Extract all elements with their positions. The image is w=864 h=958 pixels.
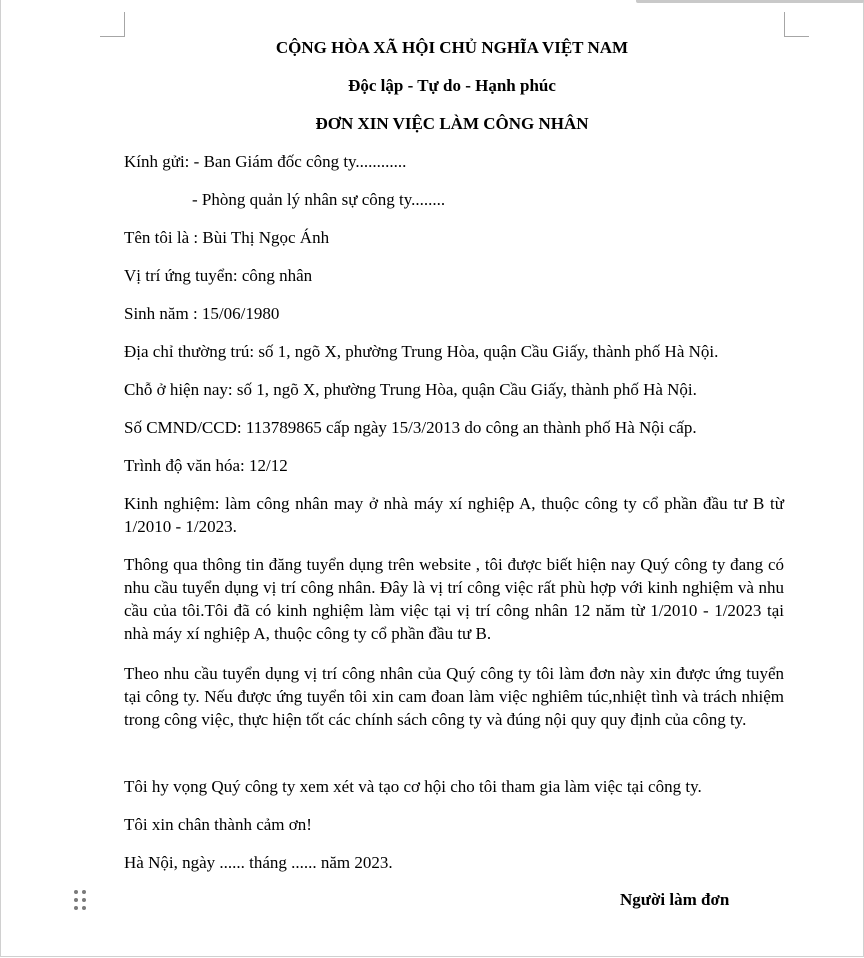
place-date-line: Hà Nội, ngày ...... tháng ...... năm 2023. — [124, 853, 393, 872]
commitment-paragraph: Theo nhu cầu tuyển dụng vị trí công nhân của Quý công ty tôi làm đơn này xin được ứng tuyển tại công ty. Nếu được ứng tuyển tôi xin cam đoan làm việc nghiêm túc,nhiệt tình và trách nhiệm trong công việc, thực hiện tốt các chính sách công ty và đúng nội quy quy định của công ty. — [124, 664, 784, 729]
window-scroll-strip — [636, 0, 864, 3]
applied-position: Vị trí ứng tuyển: công nhân — [124, 266, 313, 285]
education-level: Trình độ văn hóa: 12/12 — [124, 456, 288, 475]
national-heading: CỘNG HÒA XÃ HỘI CHỦ NGHĨA VIỆT NAM — [275, 38, 629, 57]
id-card-info: Số CMND/CCD: 113789865 cấp ngày 15/3/2013 do công an thành phố Hà Nội cấp. — [124, 418, 697, 437]
signer-label: Người làm đơn — [620, 890, 730, 909]
permanent-address: Địa chỉ thường trú: số 1, ngõ X, phường Trung Hòa, quận Cầu Giấy, thành phố Hà Nội. — [124, 342, 719, 361]
recipient-line-1: Kính gửi: - Ban Giám đốc công ty............ — [124, 152, 407, 171]
drag-handle-icon[interactable] — [74, 890, 88, 912]
birth-date: Sinh năm : 15/06/1980 — [124, 304, 280, 323]
current-address: Chỗ ở hiện nay: số 1, ngõ X, phường Trung Hòa, quận Cầu Giấy, thành phố Hà Nội. — [124, 380, 697, 399]
document-title: ĐƠN XIN VIỆC LÀM CÔNG NHÂN — [315, 114, 589, 133]
applicant-name: Tên tôi là : Bùi Thị Ngọc Ánh — [124, 228, 330, 247]
experience-paragraph: Kinh nghiệm: làm công nhân may ở nhà máy xí nghiệp A, thuộc công ty cổ phần đầu tư B từ 1/2010 - 1/2023. — [124, 494, 784, 536]
recipient-line-2: - Phòng quản lý nhân sự công ty........ — [192, 190, 446, 209]
motivation-paragraph: Thông qua thông tin đăng tuyển dụng trên website , tôi được biết hiện nay Quý công ty đang có nhu cầu tuyển dụng vị trí công nhân. Đây là vị trí công việc rất phù hợp với kinh nghiệm và nhu cầu của tôi.Tôi đã có kinh nghiệm làm việc tại vị trí công nhân 12 năm từ 1/2010 - 1/2023 tại nhà máy xí nghiệp A, thuộc công ty cổ phần đầu tư B. — [124, 555, 784, 643]
thanks-line: Tôi xin chân thành cảm ơn! — [124, 815, 312, 834]
hope-line: Tôi hy vọng Quý công ty xem xét và tạo cơ hội cho tôi tham gia làm việc tại công ty. — [124, 777, 702, 796]
motto-heading: Độc lập - Tự do - Hạnh phúc — [348, 76, 556, 95]
margin-corner-top-left — [100, 12, 125, 37]
margin-corner-top-right — [784, 12, 809, 37]
